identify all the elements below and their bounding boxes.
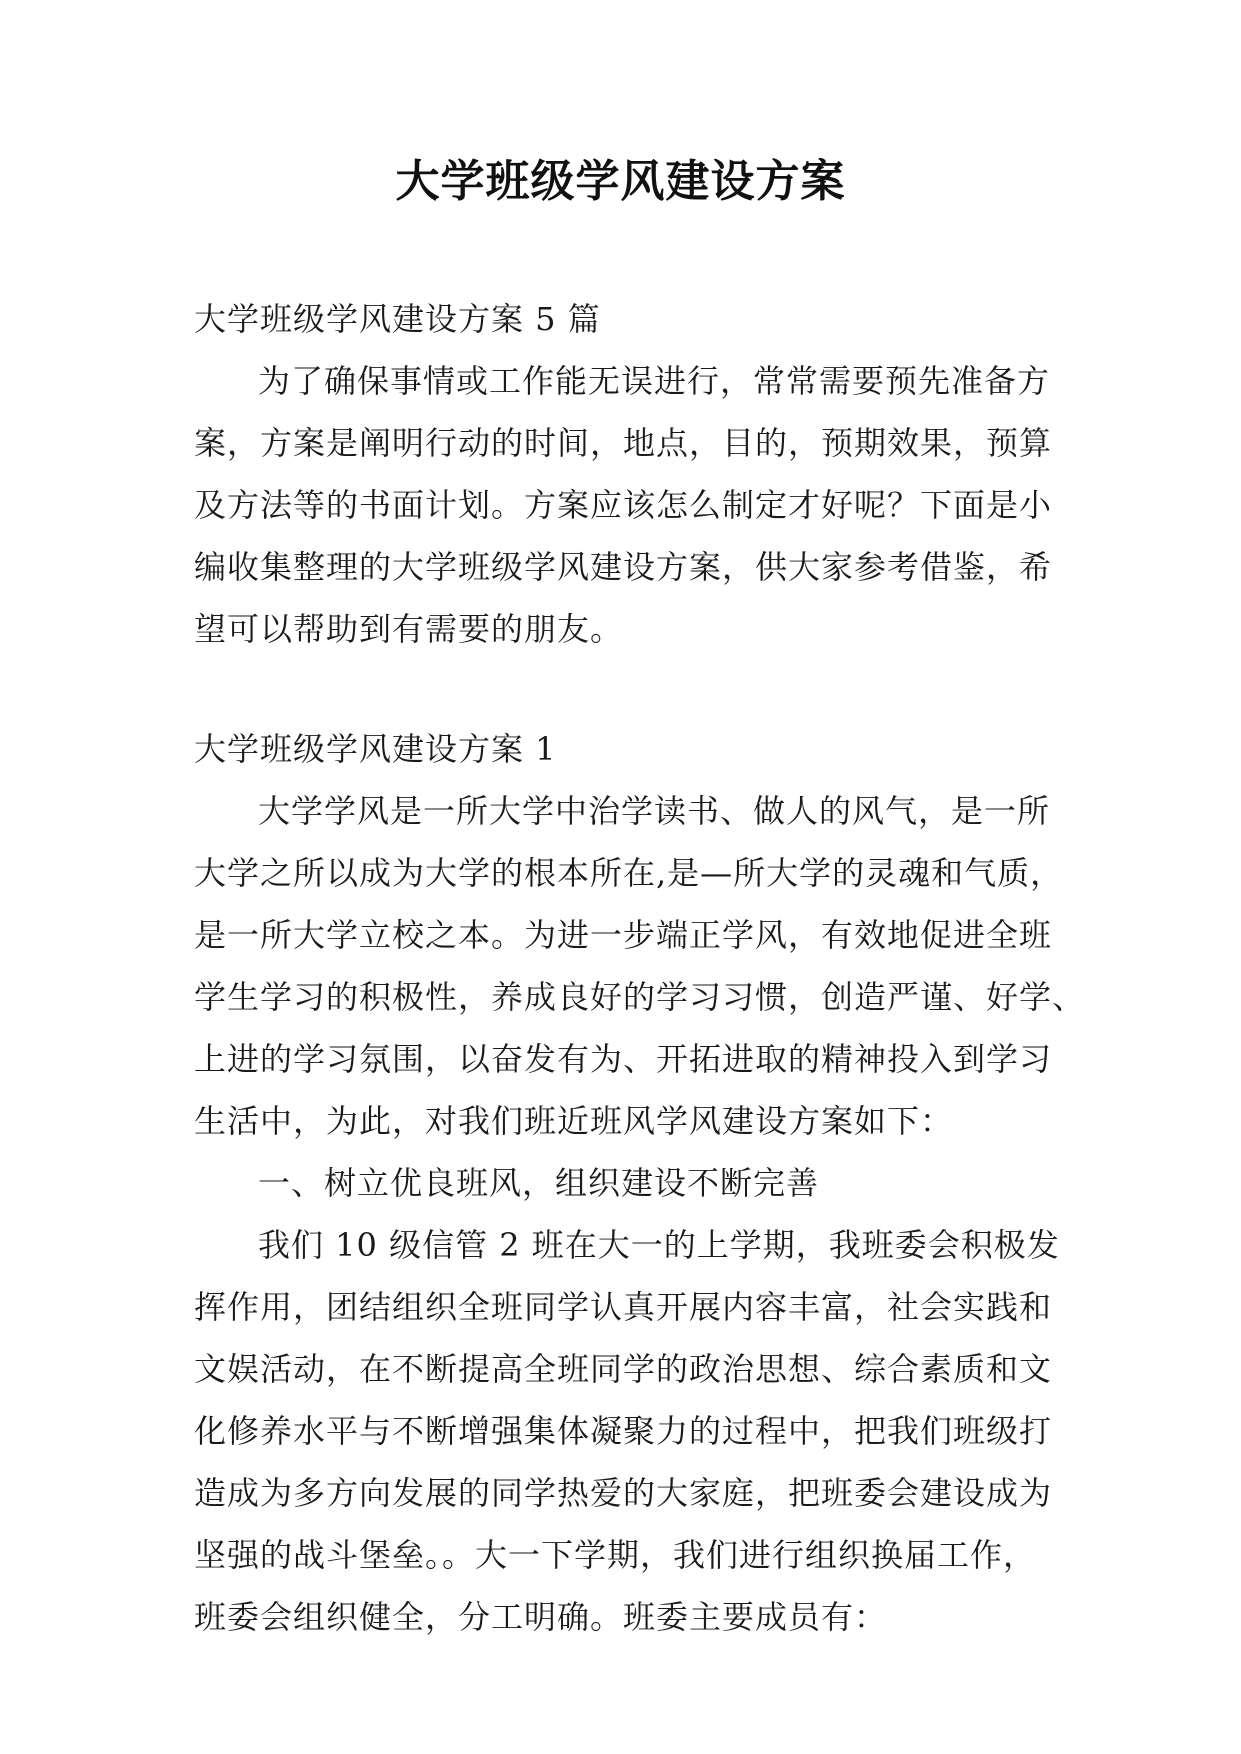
paragraph-line: 我们 10 级信管 2 班在大一的上学期，我班委会积极发 <box>258 1226 1060 1264</box>
paragraph-line: 学生学习的积极性，养成良好的学习习惯，创造严谨、好学、 <box>194 978 1086 1016</box>
paragraph-line: 上进的学习氛围，以奋发有为、开拓进取的精神投入到学习 <box>194 1040 1053 1078</box>
section-heading: 大学班级学风建设方案 1 <box>194 730 557 768</box>
page-title: 大学班级学风建设方案 <box>395 156 846 207</box>
paragraph-line: 及方法等的书面计划。方案应该怎么制定才好呢？下面是小 <box>194 486 1053 524</box>
document-subtitle: 大学班级学风建设方案 5 篇 <box>194 300 601 338</box>
subheading: 一、树立优良班风，组织建设不断完善 <box>258 1164 820 1202</box>
intro-paragraph <box>194 350 1052 660</box>
paragraph-line: 班委会组织健全，分工明确。班委主要成员有： <box>194 1598 888 1636</box>
paragraph-line: 为了确保事情或工作能无误进行，常常需要预先准备方 <box>258 362 1051 400</box>
paragraph-line: 望可以帮助到有需要的朋友。 <box>194 610 624 648</box>
paragraph-line: 挥作用，团结组织全班同学认真开展内容丰富，社会实践和 <box>194 1288 1053 1326</box>
paragraph-line: 编收集整理的大学班级学风建设方案，供大家参考借鉴，希 <box>194 548 1053 586</box>
paragraph-line: 化修养水平与不断增强集体凝聚力的过程中，把我们班级打 <box>194 1412 1053 1450</box>
paragraph-line: 大学学风是一所大学中治学读书、做人的风气，是一所 <box>258 792 1051 830</box>
paragraph-line: 造成为多方向发展的同学热爱的大家庭，把班委会建设成为 <box>194 1474 1053 1512</box>
section1-paragraph-1 <box>194 780 1086 1152</box>
paragraph-line: 文娱活动，在不断提高全班同学的政治思想、综合素质和文 <box>194 1350 1053 1388</box>
paragraph-line: 是一所大学立校之本。为进一步端正学风，有效地促进全班 <box>194 916 1053 954</box>
document-body <box>194 288 1086 1648</box>
paragraph-line: 生活中，为此，对我们班近班风学风建设方案如下： <box>194 1102 954 1140</box>
spacer <box>194 660 1052 718</box>
paragraph-line: 案，方案是阐明行动的时间，地点，目的，预期效果，预算 <box>194 424 1053 462</box>
section1-paragraph-2 <box>194 1214 1060 1648</box>
paragraph-line: 大学之所以成为大学的根本所在,是—所大学的灵魂和气质， <box>194 854 1064 892</box>
paragraph-line: 坚强的战斗堡垒。。大一下学期，我们进行组织换届工作， <box>194 1536 1037 1574</box>
